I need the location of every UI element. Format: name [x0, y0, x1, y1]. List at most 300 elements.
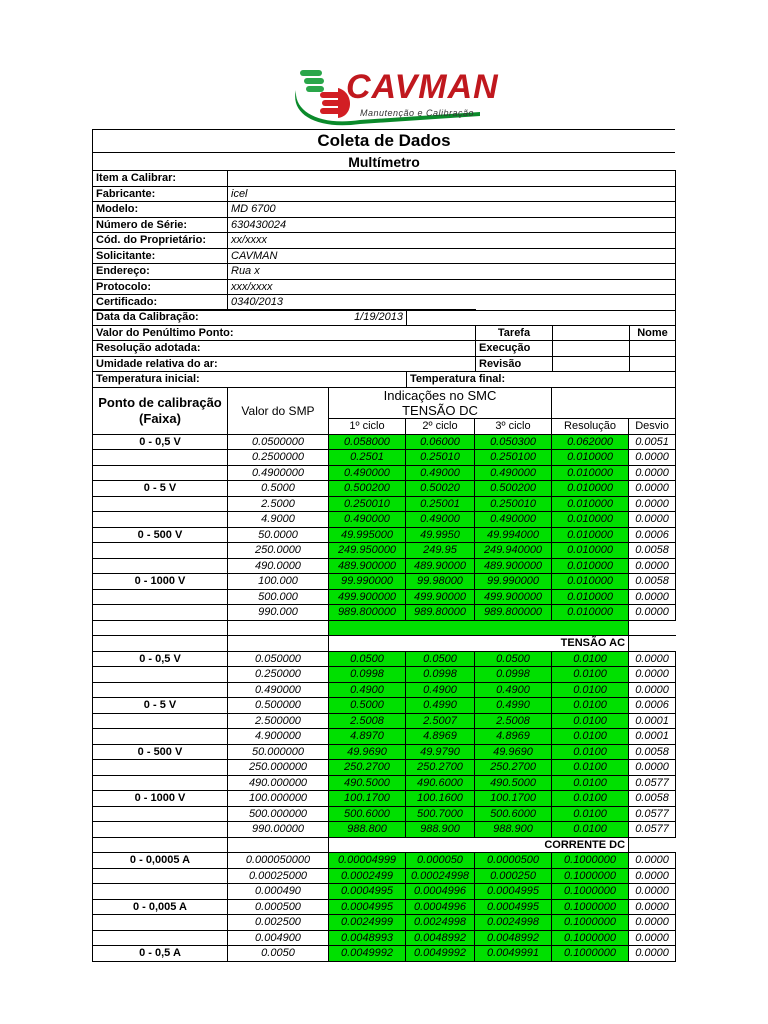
range-cell [93, 884, 228, 900]
cycle1-value: 988.800 [329, 822, 406, 838]
smp-value: 0.002500 [228, 915, 329, 931]
deviation-value: 0.0000 [629, 450, 676, 466]
resolution-value: 0.1000000 [552, 915, 629, 931]
deviation-value: 0.0000 [629, 512, 676, 528]
table-row [93, 527, 676, 543]
info-label: Solicitante: [93, 248, 228, 264]
deviation-value: 0.0000 [629, 946, 676, 962]
range-cell [93, 729, 228, 745]
deviation-value: 0.0000 [629, 853, 676, 869]
cycle2-value: 249.95 [406, 543, 475, 559]
cycle3-value: 0.250100 [475, 450, 552, 466]
cycle3-value: 4.8969 [475, 729, 552, 745]
humidity-label: Umidade relativa do ar: [93, 356, 407, 372]
deviation-value: 0.0000 [629, 915, 676, 931]
cycle2-value: 0.25010 [406, 450, 475, 466]
cycle2-value: 0.00024998 [406, 868, 475, 884]
humidity-row [93, 356, 676, 372]
resolution-header: Resolução [552, 419, 629, 435]
deviation-value: 0.0000 [629, 605, 676, 621]
cycle3-value: 500.6000 [475, 806, 552, 822]
range-cell [93, 760, 228, 776]
cycle2-value: 499.90000 [406, 589, 475, 605]
info-row [93, 217, 676, 233]
smp-value: 0.4900000 [228, 465, 329, 481]
page-title: Coleta de Dados [92, 129, 675, 152]
cycle1-value: 99.990000 [329, 574, 406, 590]
range-cell: 0 - 500 V [93, 744, 228, 760]
cycle1-value: 0.0024999 [329, 915, 406, 931]
cycle1-value: 249.950000 [329, 543, 406, 559]
measurements-table [92, 387, 676, 962]
smp-value: 0.2500000 [228, 450, 329, 466]
section-ac-title: TENSÃO AC [329, 636, 629, 652]
info-row [93, 171, 676, 187]
cycle1-value: 489.900000 [329, 558, 406, 574]
resolution-value: 0.0100 [552, 682, 629, 698]
cycle3-value: 0.0500 [475, 651, 552, 667]
cycle3-value: 499.900000 [475, 589, 552, 605]
cycle1-value: 0.0002499 [329, 868, 406, 884]
cycle1-value: 0.0004995 [329, 884, 406, 900]
smp-value: 250.000000 [228, 760, 329, 776]
cycle2-value: 489.90000 [406, 558, 475, 574]
info-value: CAVMAN [228, 248, 676, 264]
resolution-value: 0.0100 [552, 822, 629, 838]
table-row [93, 558, 676, 574]
deviation-value: 0.0058 [629, 543, 676, 559]
cycle3-value: 0.500200 [475, 481, 552, 497]
resolution-value: 0.0100 [552, 760, 629, 776]
col-smp-header: Valor do SMP [228, 388, 329, 435]
range-cell: 0 - 0,5 A [93, 946, 228, 962]
table-row [93, 884, 676, 900]
cycle1-value: 0.0500 [329, 651, 406, 667]
cycle1-value: 0.0049992 [329, 946, 406, 962]
range-cell: 0 - 0,005 A [93, 899, 228, 915]
cycle2-value: 0.25001 [406, 496, 475, 512]
range-cell [93, 512, 228, 528]
spacer-row [93, 620, 676, 636]
table-row [93, 481, 676, 497]
smp-value: 50.000000 [228, 744, 329, 760]
resolution-value: 0.1000000 [552, 868, 629, 884]
cycle2-value: 0.4990 [406, 698, 475, 714]
resolution-value: 0.010000 [552, 465, 629, 481]
smp-value: 0.00025000 [228, 868, 329, 884]
resolution-row [93, 341, 676, 357]
info-row [93, 233, 676, 249]
cycle3-value: 249.940000 [475, 543, 552, 559]
cycle2-value: 100.1600 [406, 791, 475, 807]
cycle1-header: 1º ciclo [329, 419, 406, 435]
info-label: Protocolo: [93, 279, 228, 295]
smp-value: 4.900000 [228, 729, 329, 745]
range-cell: 0 - 5 V [93, 481, 228, 497]
resolution-value: 0.0100 [552, 713, 629, 729]
deviation-value: 0.0000 [629, 884, 676, 900]
range-cell [93, 589, 228, 605]
cycle2-value: 0.49000 [406, 465, 475, 481]
cycle2-value: 490.6000 [406, 775, 475, 791]
table-row [93, 605, 676, 621]
smp-value: 0.490000 [228, 682, 329, 698]
cycle2-value: 0.0048992 [406, 930, 475, 946]
date-value: 1/19/2013 [228, 310, 407, 326]
table-row [93, 465, 676, 481]
resolution-value: 0.1000000 [552, 930, 629, 946]
cycle2-value: 0.0004996 [406, 884, 475, 900]
cycle2-value: 989.80000 [406, 605, 475, 621]
table-row [93, 899, 676, 915]
table-row [93, 667, 676, 683]
smp-value: 0.0500000 [228, 434, 329, 450]
temp-initial-label: Temperatura inicial: [93, 372, 407, 388]
cycle1-value: 49.9690 [329, 744, 406, 760]
resolution-value: 0.010000 [552, 496, 629, 512]
table-row [93, 853, 676, 869]
cycle3-value: 100.1700 [475, 791, 552, 807]
resolution-value: 0.0100 [552, 698, 629, 714]
info-label: Endereço: [93, 264, 228, 280]
table-row [93, 775, 676, 791]
smp-value: 0.000490 [228, 884, 329, 900]
range-cell [93, 682, 228, 698]
cycle2-value: 0.0998 [406, 667, 475, 683]
cavman-logo [290, 62, 499, 128]
cycle3-header: 3º ciclo [475, 419, 552, 435]
info-value: 630430024 [228, 217, 676, 233]
range-cell [93, 806, 228, 822]
cycle1-value: 0.0998 [329, 667, 406, 683]
resolution-value: 0.0100 [552, 791, 629, 807]
cycle1-value: 2.5008 [329, 713, 406, 729]
info-label: Número de Série: [93, 217, 228, 233]
table-row [93, 744, 676, 760]
range-cell [93, 450, 228, 466]
resolution-value: 0.1000000 [552, 853, 629, 869]
smp-value: 4.9000 [228, 512, 329, 528]
cycle2-value: 4.8969 [406, 729, 475, 745]
logo-brand: CAVMAN [346, 68, 499, 106]
smp-value: 490.000000 [228, 775, 329, 791]
cycle2-value: 0.0049992 [406, 946, 475, 962]
revisao-label: Revisão [476, 356, 553, 372]
resolution-value: 0.010000 [552, 589, 629, 605]
cycle3-value: 0.0004995 [475, 899, 552, 915]
indications-title: Indicações no SMC [383, 388, 497, 403]
tarefa-label: Tarefa [476, 325, 553, 341]
cycle1-value: 0.490000 [329, 512, 406, 528]
cycle2-value: 500.7000 [406, 806, 475, 822]
range-cell: 0 - 5 V [93, 698, 228, 714]
deviation-value: 0.0058 [629, 574, 676, 590]
cycle2-value: 99.98000 [406, 574, 475, 590]
cycle1-value: 0.00004999 [329, 853, 406, 869]
resolution-value: 0.010000 [552, 605, 629, 621]
cycle3-value: 99.990000 [475, 574, 552, 590]
range-cell [93, 822, 228, 838]
cycle2-value: 0.06000 [406, 434, 475, 450]
resolution-value: 0.010000 [552, 527, 629, 543]
table-row [93, 682, 676, 698]
deviation-value: 0.0577 [629, 822, 676, 838]
range-cell [93, 558, 228, 574]
cycle2-value: 49.9790 [406, 744, 475, 760]
cycle3-value: 0.050300 [475, 434, 552, 450]
smp-value: 0.250000 [228, 667, 329, 683]
resolution-value: 0.0100 [552, 651, 629, 667]
deviation-value: 0.0051 [629, 434, 676, 450]
cycle3-value: 0.490000 [475, 465, 552, 481]
info-label: Fabricante: [93, 186, 228, 202]
calibration-meta-table [92, 309, 676, 388]
deviation-value: 0.0000 [629, 651, 676, 667]
table-row [93, 512, 676, 528]
info-label: Cód. do Proprietário: [93, 233, 228, 249]
deviation-value: 0.0000 [629, 589, 676, 605]
info-label: Item a Calibrar: [93, 171, 228, 187]
table-row [93, 713, 676, 729]
cycle1-value: 989.800000 [329, 605, 406, 621]
cycle3-value: 0.000250 [475, 868, 552, 884]
table-row [93, 434, 676, 450]
table-row [93, 543, 676, 559]
cycle2-value: 0.0500 [406, 651, 475, 667]
page-subtitle: Multímetro [92, 152, 675, 171]
col-range-header: Ponto de calibração (Faixa) [93, 388, 228, 435]
cycle2-value: 0.000050 [406, 853, 475, 869]
cycle3-value: 489.900000 [475, 558, 552, 574]
deviation-value: 0.0006 [629, 527, 676, 543]
info-row [93, 186, 676, 202]
cycle2-header: 2º ciclo [406, 419, 475, 435]
deviation-value: 0.0000 [629, 682, 676, 698]
sheet-header [92, 129, 675, 171]
range-cell [93, 543, 228, 559]
resolution-value: 0.062000 [552, 434, 629, 450]
range-cell [93, 605, 228, 621]
deviation-value: 0.0000 [629, 465, 676, 481]
table-row [93, 589, 676, 605]
cycle3-value: 0.4900 [475, 682, 552, 698]
cycle2-value: 0.0004996 [406, 899, 475, 915]
date-label: Data da Calibração: [93, 310, 228, 326]
smp-value: 2.5000 [228, 496, 329, 512]
cycle2-value: 2.5007 [406, 713, 475, 729]
smp-value: 0.0050 [228, 946, 329, 962]
table-row [93, 868, 676, 884]
cycle3-value: 49.994000 [475, 527, 552, 543]
cycle1-value: 0.500200 [329, 481, 406, 497]
deviation-value: 0.0000 [629, 868, 676, 884]
range-cell [93, 667, 228, 683]
range-cell [93, 465, 228, 481]
table-row [93, 915, 676, 931]
table-row [93, 760, 676, 776]
cycle3-value: 0.0049991 [475, 946, 552, 962]
cycle3-value: 0.0004995 [475, 884, 552, 900]
cycle1-value: 0.5000 [329, 698, 406, 714]
smp-value: 250.0000 [228, 543, 329, 559]
cycle3-value: 49.9690 [475, 744, 552, 760]
info-row [93, 264, 676, 280]
resolution-value: 0.1000000 [552, 899, 629, 915]
deviation-value: 0.0000 [629, 899, 676, 915]
cycle3-value: 490.5000 [475, 775, 552, 791]
table-row [93, 946, 676, 962]
cycle2-value: 0.0024998 [406, 915, 475, 931]
range-cell [93, 496, 228, 512]
resolution-value: 0.010000 [552, 450, 629, 466]
cycle3-value: 0.250010 [475, 496, 552, 512]
smp-value: 100.000 [228, 574, 329, 590]
resolution-value: 0.0100 [552, 729, 629, 745]
logo-tagline: Manutenção e Calibração [360, 108, 475, 118]
resolution-value: 0.1000000 [552, 884, 629, 900]
cycle1-value: 499.900000 [329, 589, 406, 605]
deviation-value: 0.0001 [629, 713, 676, 729]
info-label: Certificado: [93, 295, 228, 311]
section-ac-title-row [93, 636, 676, 652]
table-row [93, 574, 676, 590]
cycle1-value: 0.490000 [329, 465, 406, 481]
smp-value: 0.000050000 [228, 853, 329, 869]
cycle1-value: 0.4900 [329, 682, 406, 698]
info-value: icel [228, 186, 676, 202]
cycle3-value: 0.4990 [475, 698, 552, 714]
resolution-value: 0.010000 [552, 512, 629, 528]
table-row [93, 651, 676, 667]
deviation-value: 0.0577 [629, 806, 676, 822]
info-label: Modelo: [93, 202, 228, 218]
deviation-value: 0.0577 [629, 775, 676, 791]
measurements-header [93, 388, 676, 419]
range-cell: 0 - 500 V [93, 527, 228, 543]
smp-value: 100.000000 [228, 791, 329, 807]
smp-value: 990.000 [228, 605, 329, 621]
info-row [93, 279, 676, 295]
cycle1-value: 49.995000 [329, 527, 406, 543]
equipment-info-table [92, 170, 676, 311]
section-dc-title: TENSÃO DC [402, 403, 478, 418]
temperature-row [93, 372, 676, 388]
penultimate-row [93, 325, 676, 341]
smp-value: 990.00000 [228, 822, 329, 838]
range-cell [93, 930, 228, 946]
deviation-value: 0.0000 [629, 481, 676, 497]
resolution-value: 0.1000000 [552, 946, 629, 962]
cycle1-value: 490.5000 [329, 775, 406, 791]
smp-value: 0.004900 [228, 930, 329, 946]
info-row [93, 248, 676, 264]
cycle1-value: 250.2700 [329, 760, 406, 776]
info-value: MD 6700 [228, 202, 676, 218]
deviation-value: 0.0006 [629, 698, 676, 714]
resolution-value: 0.010000 [552, 481, 629, 497]
range-cell: 0 - 1000 V [93, 574, 228, 590]
cycle3-value: 0.0024998 [475, 915, 552, 931]
table-row [93, 496, 676, 512]
cycle1-value: 0.2501 [329, 450, 406, 466]
deviation-value: 0.0058 [629, 791, 676, 807]
cycle1-value: 0.0048993 [329, 930, 406, 946]
deviation-value: 0.0058 [629, 744, 676, 760]
cycle1-value: 100.1700 [329, 791, 406, 807]
table-row [93, 806, 676, 822]
resolution-value: 0.0100 [552, 744, 629, 760]
resolution-value: 0.010000 [552, 558, 629, 574]
deviation-value: 0.0000 [629, 667, 676, 683]
info-value [228, 171, 676, 187]
cycle3-value: 0.0048992 [475, 930, 552, 946]
deviation-value: 0.0001 [629, 729, 676, 745]
info-value: 0340/2013 [228, 295, 676, 311]
info-value: xxx/xxxx [228, 279, 676, 295]
range-cell [93, 713, 228, 729]
temp-final-label: Temperatura final: [407, 372, 676, 388]
deviation-header: Desvio [629, 419, 676, 435]
smp-value: 0.050000 [228, 651, 329, 667]
table-row [93, 729, 676, 745]
execucao-label: Execução [476, 341, 553, 357]
indications-header [329, 388, 552, 419]
section-cdc-title-row [93, 837, 676, 853]
info-row [93, 202, 676, 218]
section-cdc-title: CORRENTE DC [329, 837, 629, 853]
cycle3-value: 988.900 [475, 822, 552, 838]
info-value: xx/xxxx [228, 233, 676, 249]
cycle3-value: 2.5008 [475, 713, 552, 729]
resolution-value: 0.010000 [552, 543, 629, 559]
table-row [93, 450, 676, 466]
table-row [93, 822, 676, 838]
cycle1-value: 0.0004995 [329, 899, 406, 915]
range-cell [93, 775, 228, 791]
cycle3-value: 989.800000 [475, 605, 552, 621]
cycle1-value: 4.8970 [329, 729, 406, 745]
resolution-value: 0.010000 [552, 574, 629, 590]
smp-value: 0.5000 [228, 481, 329, 497]
deviation-value: 0.0000 [629, 930, 676, 946]
smp-value: 490.0000 [228, 558, 329, 574]
cycle1-value: 500.6000 [329, 806, 406, 822]
cycle1-value: 0.058000 [329, 434, 406, 450]
cycle2-value: 0.50020 [406, 481, 475, 497]
range-cell [93, 915, 228, 931]
info-value: Rua x [228, 264, 676, 280]
range-cell: 0 - 0,5 V [93, 651, 228, 667]
table-row [93, 791, 676, 807]
range-cell: 0 - 1000 V [93, 791, 228, 807]
resolution-value: 0.0100 [552, 667, 629, 683]
smp-value: 0.500000 [228, 698, 329, 714]
cycle3-value: 0.0998 [475, 667, 552, 683]
cycle2-value: 988.900 [406, 822, 475, 838]
info-row [93, 295, 676, 311]
date-row [93, 310, 676, 326]
deviation-value: 0.0000 [629, 558, 676, 574]
smp-value: 500.000 [228, 589, 329, 605]
cycle3-value: 0.0000500 [475, 853, 552, 869]
range-cell [93, 868, 228, 884]
smp-value: 50.0000 [228, 527, 329, 543]
cycle1-value: 0.250010 [329, 496, 406, 512]
table-row [93, 930, 676, 946]
cycle3-value: 250.2700 [475, 760, 552, 776]
range-cell: 0 - 0,5 V [93, 434, 228, 450]
cycle2-value: 0.49000 [406, 512, 475, 528]
